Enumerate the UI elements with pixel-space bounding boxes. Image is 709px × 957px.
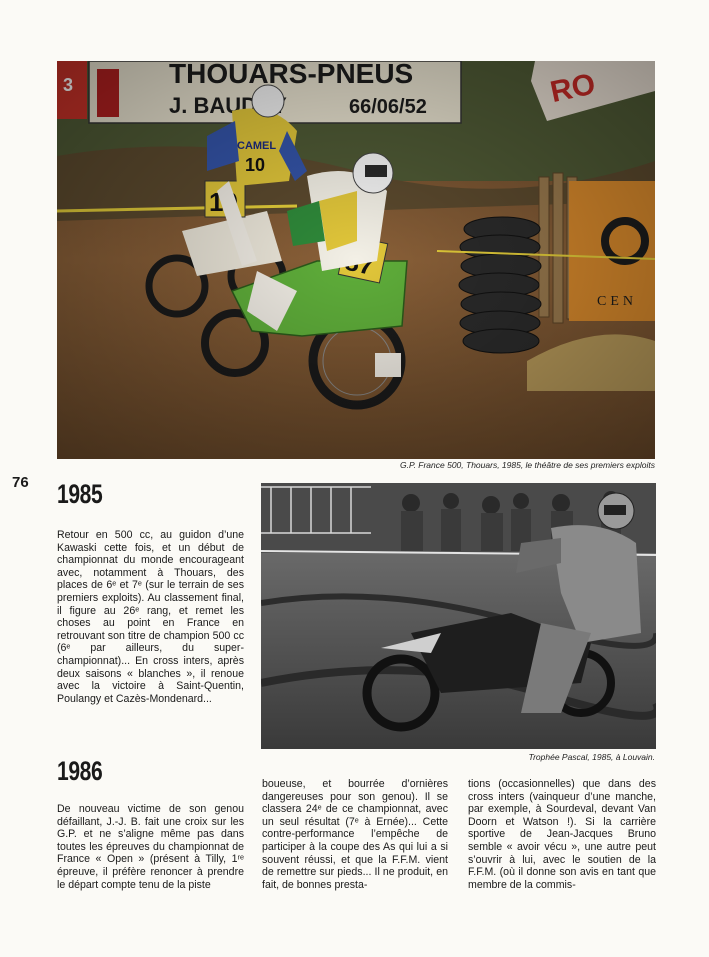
text-1985 [57,529,244,705]
paragraph-1986-col3: tions (occasionnelles) que dans des cross inters (vainqueur d’une manche, par exemple, à Sourdeval, devant Van Doorn et Watson !). Si la carrière sportive de Jean-Jacques Bruno semble « avoir vécu », une autre peut s’ouvrir à lui, avec le soutien de la F.F.M. (où il donne son avis en tant que membre de la commis- [468,778,656,891]
text-1986-col2 [262,778,448,891]
paragraph-1986-col1: De nouveau victime de son genou défaillant, J.-J. B. fait une croix sur les G.P. et ne s’aligne même pas dans toutes les épreuves du championnat de France « Open » (présent à Tilly, 1ʳᵉ épreuve, il préfère renoncer à prendre le départ compte tenu de la piste [57,803,244,891]
photo-trophee-pascal [261,483,656,749]
text-1986-col3 [468,778,656,891]
page-number: 76 [12,474,29,491]
heading-1985: 1985 [57,479,103,509]
paragraph-1986-col2: boueuse, et bourrée d’ornières dangereuses pour son genou). Il se classera 24ᵉ de ce championnat, avec un seul résultat (7ᵉ à Ernée)... Cette contre-performance l’empêche de participer à la coupe des As qui lui a si souvent réussi, et que la F.F.M. vient de remettre sur pieds... Il ne produit, en fait, de bonnes presta- [262,778,448,891]
photo-thouars-gp [57,61,655,459]
paragraph-1985: Retour en 500 cc, au guidon d’une Kawaski cette fois, et un début de championnat du monde encourageant avec, notamment à Thouars, des places de 6ᵉ et 7ᵉ (sur le terrain de ses premiers exploits). Au classement final, il figure au 26ᵉ rang, et remet les choses au point en France en retrouvant son titre de champion 500 cc (6ᵉ par ailleurs, du super-championnat)... En cross inters, après deux saisons « blanches », il renoue avec la victoire à Saint-Quentin, Poulangy et Cazès-Mondenard... [57,529,244,705]
photo-middle-caption: Trophée Pascal, 1985, à Louvain. [528,752,655,762]
photo-top-caption: G.P. France 500, Thouars, 1985, le théâtre de ses premiers exploits [400,460,655,470]
text-1986-col1 [57,803,244,891]
heading-1986: 1986 [57,756,103,786]
